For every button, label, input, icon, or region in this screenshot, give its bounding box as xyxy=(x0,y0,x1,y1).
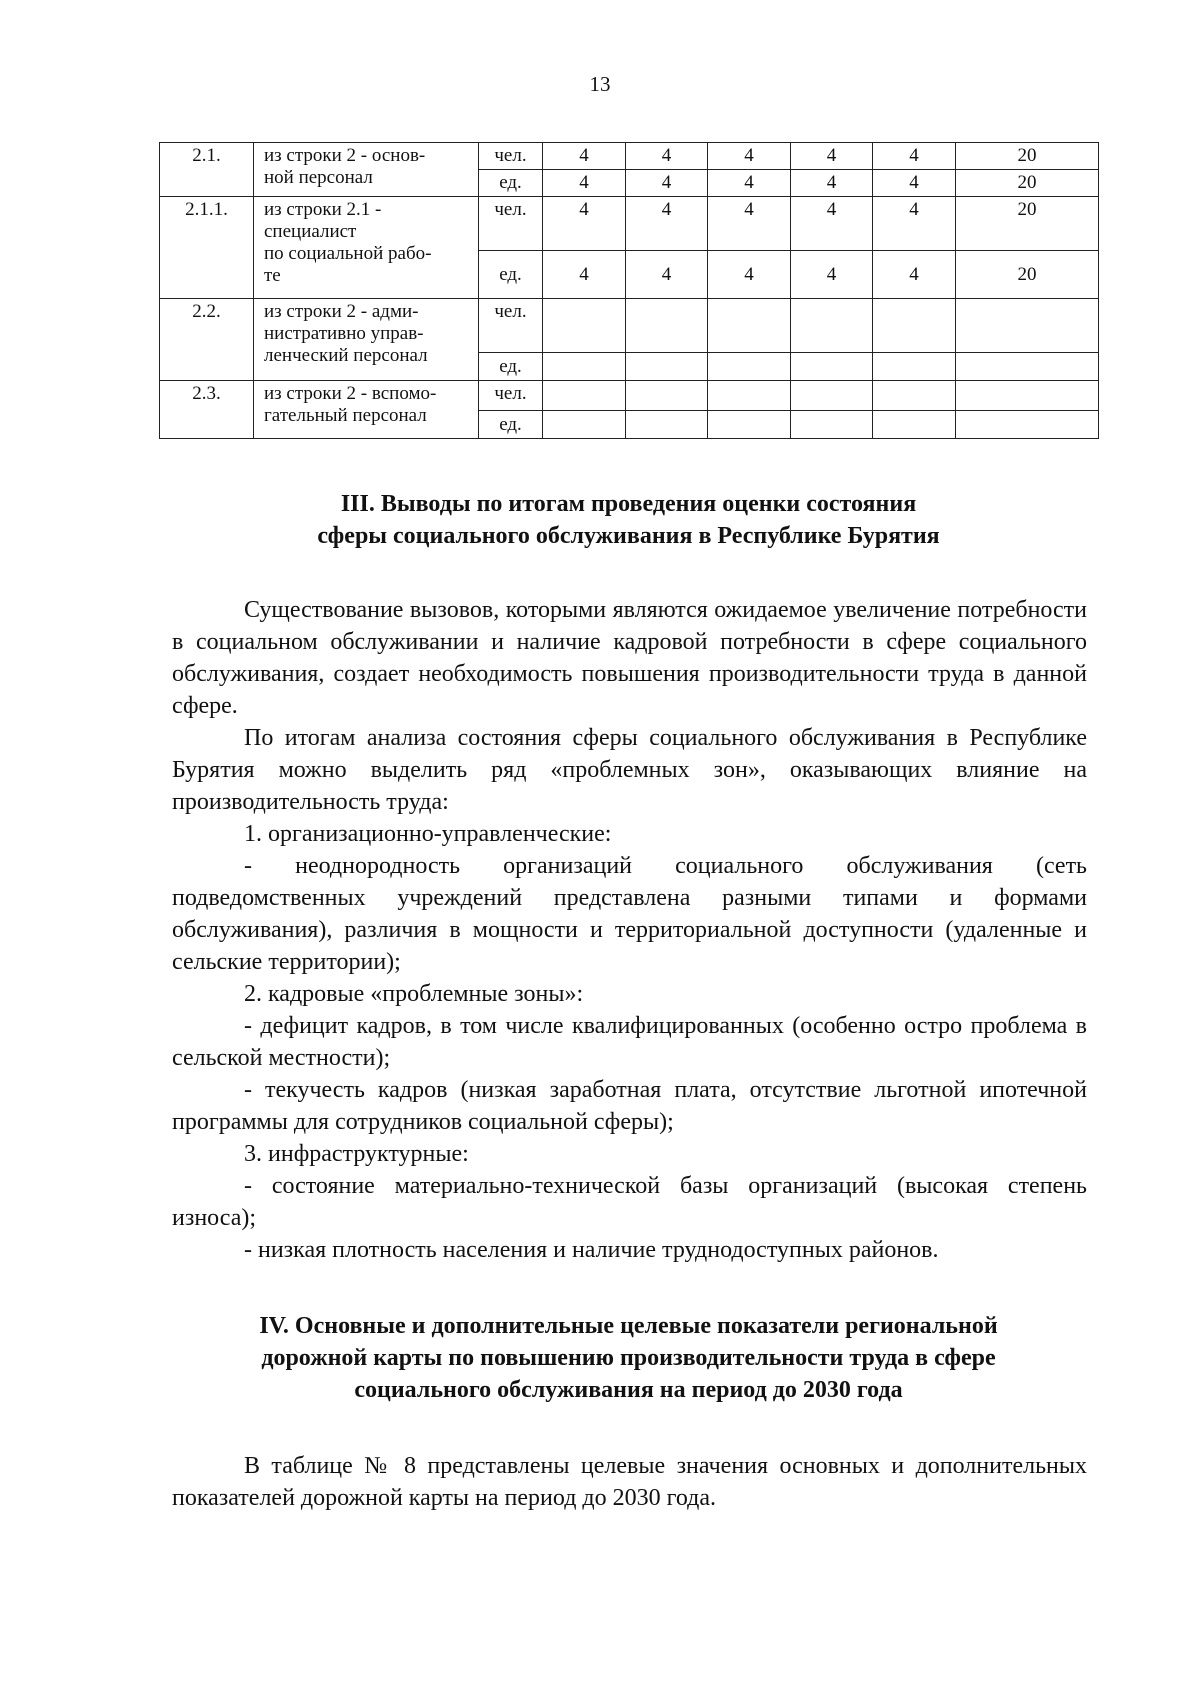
page-number: 13 xyxy=(589,72,611,96)
unit-cell: ед. xyxy=(479,353,543,381)
value-cell xyxy=(956,411,1099,439)
table-row xyxy=(160,381,1099,411)
row-description-line: из строки 2 - адми- xyxy=(264,301,419,322)
staff-table xyxy=(159,142,1099,439)
value-cell: 4 xyxy=(626,170,708,197)
section-3-body xyxy=(172,594,1087,1266)
row-description-line: из строки 2 - основ- xyxy=(264,145,426,166)
list-heading: 1. организационно-управленческие: xyxy=(244,821,612,847)
list-item: - низкая плотность населения и наличие труднодоступных районов. xyxy=(244,1237,939,1263)
row-code: 2.1.1. xyxy=(160,197,254,299)
row-description-line: по социальной рабо- xyxy=(264,243,432,264)
list-heading: 3. инфраструктурные: xyxy=(244,1141,469,1167)
value-cell: 4 xyxy=(543,170,626,197)
value-cell xyxy=(873,411,956,439)
row-description-line: ной персонал xyxy=(264,167,373,188)
value-cell xyxy=(626,381,708,411)
value-cell xyxy=(708,353,791,381)
value-cell xyxy=(873,299,956,353)
table-row xyxy=(160,197,1099,251)
value-cell: 20 xyxy=(956,197,1099,251)
value-cell xyxy=(956,381,1099,411)
section-4-body xyxy=(172,1450,1087,1514)
row-description-line: те xyxy=(264,265,281,286)
section-4-title-line-2: дорожной карты по повышению производительности труда в сфере xyxy=(261,1345,996,1371)
section-4-title-line-3: социального обслуживания на период до 2030 года xyxy=(354,1377,903,1403)
value-cell: 4 xyxy=(708,197,791,251)
value-cell xyxy=(626,299,708,353)
unit-cell: ед. xyxy=(479,170,543,197)
row-code: 2.2. xyxy=(160,299,254,381)
section-3-title xyxy=(159,488,1098,552)
value-cell: 4 xyxy=(791,251,873,299)
value-cell xyxy=(708,381,791,411)
value-cell: 4 xyxy=(873,197,956,251)
value-cell: 20 xyxy=(956,143,1099,170)
list-item: - состояние материально-технической базы организаций (высокая степень износа); xyxy=(172,1173,1087,1231)
value-cell: 4 xyxy=(708,143,791,170)
value-cell: 4 xyxy=(626,197,708,251)
value-cell xyxy=(791,353,873,381)
value-cell: 4 xyxy=(543,143,626,170)
value-cell: 20 xyxy=(956,251,1099,299)
value-cell: 4 xyxy=(791,170,873,197)
row-description-line: из строки 2.1 - xyxy=(264,199,382,220)
unit-cell: чел. xyxy=(479,197,543,251)
value-cell: 4 xyxy=(708,170,791,197)
row-description xyxy=(254,299,479,381)
value-cell xyxy=(791,411,873,439)
unit-cell: чел. xyxy=(479,299,543,353)
value-cell: 4 xyxy=(626,251,708,299)
value-cell xyxy=(543,353,626,381)
value-cell: 4 xyxy=(626,143,708,170)
row-description xyxy=(254,381,479,439)
section-3-title-line-1: III. Выводы по итогам проведения оценки состояния xyxy=(340,491,917,517)
value-cell xyxy=(543,381,626,411)
value-cell: 4 xyxy=(708,251,791,299)
value-cell: 4 xyxy=(543,197,626,251)
value-cell xyxy=(873,353,956,381)
paragraph: По итогам анализа состояния сферы социального обслуживания в Республике Бурятия можно выделить ряд «проблемных зон», оказывающих влияние на производительность труда: xyxy=(172,725,1087,815)
paragraph: Существование вызовов, которыми являются ожидаемое увеличение потребности в социальном обслуживании и наличие кадровой потребности в сфере социального обслуживания, создает необходимость повышения производительности труда в данной сфере. xyxy=(172,597,1087,719)
section-4-title xyxy=(159,1310,1098,1406)
value-cell xyxy=(791,381,873,411)
row-description-line: гательный персонал xyxy=(264,405,427,426)
value-cell xyxy=(708,411,791,439)
value-cell xyxy=(873,381,956,411)
list-heading: 2. кадровые «проблемные зоны»: xyxy=(244,981,584,1007)
value-cell: 4 xyxy=(873,170,956,197)
row-description-line: из строки 2 - вспомо- xyxy=(264,383,437,404)
row-description xyxy=(254,197,479,299)
list-item: - текучесть кадров (низкая заработная плата, отсутствие льготной ипотечной программы для сотрудников социальной сферы); xyxy=(172,1077,1087,1135)
section-3-title-line-2: сферы социального обслуживания в Республике Бурятия xyxy=(317,523,940,549)
value-cell xyxy=(626,411,708,439)
value-cell xyxy=(791,299,873,353)
table-body xyxy=(160,143,1099,439)
value-cell: 4 xyxy=(873,251,956,299)
table-row xyxy=(160,143,1099,170)
paragraph: В таблице № 8 представлены целевые значения основных и дополнительных показателей дорожной карты на период до 2030 года. xyxy=(172,1453,1087,1511)
row-description-line: специалист xyxy=(264,221,357,242)
unit-cell: чел. xyxy=(479,381,543,411)
section-4-title-line-1: IV. Основные и дополнительные целевые показатели региональной xyxy=(259,1313,998,1339)
row-code: 2.1. xyxy=(160,143,254,197)
value-cell: 4 xyxy=(543,251,626,299)
value-cell xyxy=(626,353,708,381)
value-cell xyxy=(708,299,791,353)
value-cell xyxy=(956,299,1099,353)
table-row xyxy=(160,299,1099,353)
value-cell xyxy=(956,353,1099,381)
value-cell: 4 xyxy=(873,143,956,170)
value-cell: 20 xyxy=(956,170,1099,197)
unit-cell: ед. xyxy=(479,411,543,439)
row-description-line: ленческий персонал xyxy=(264,345,428,366)
value-cell xyxy=(543,411,626,439)
row-code: 2.3. xyxy=(160,381,254,439)
unit-cell: ед. xyxy=(479,251,543,299)
value-cell xyxy=(543,299,626,353)
row-description xyxy=(254,143,479,197)
value-cell: 4 xyxy=(791,143,873,170)
row-description-line: нистративно управ- xyxy=(264,323,424,344)
value-cell: 4 xyxy=(791,197,873,251)
list-item: - неоднородность организаций социального обслуживания (сеть подведомственных учреждений представлена разными типами и формами обслуживания), различия в мощности и территориальной доступности (удаленные и сельские территории); xyxy=(172,853,1087,975)
list-item: - дефицит кадров, в том числе квалифицированных (особенно остро проблема в сельской местности); xyxy=(172,1013,1087,1071)
unit-cell: чел. xyxy=(479,143,543,170)
